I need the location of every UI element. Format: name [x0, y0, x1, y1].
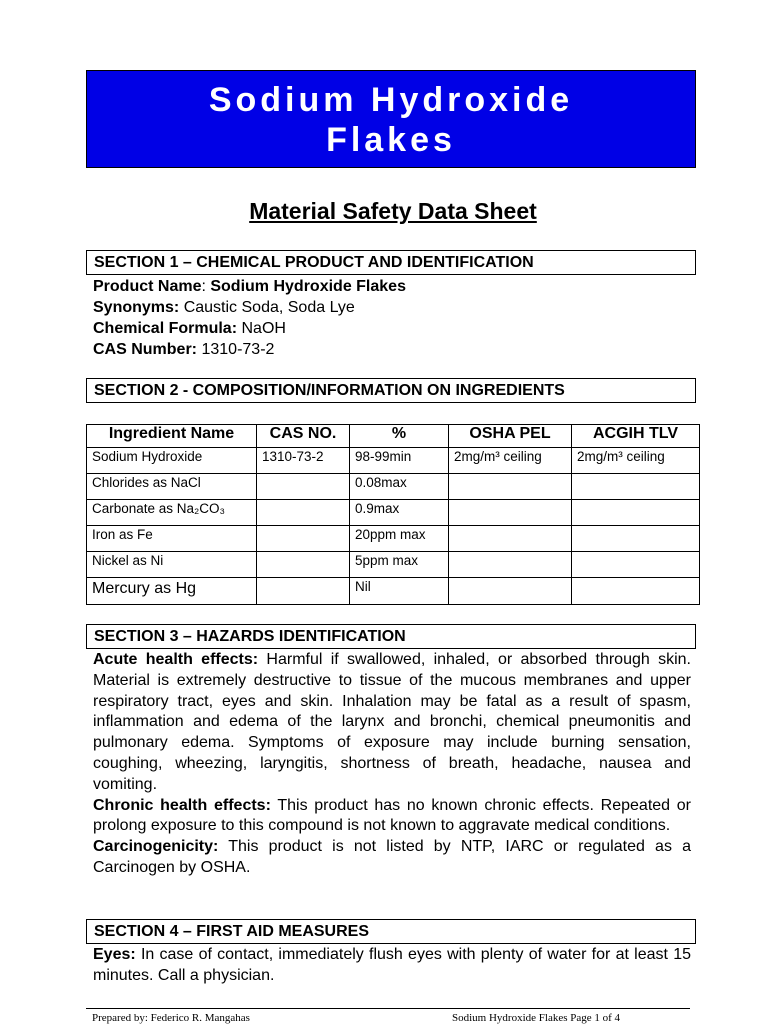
table-row [87, 500, 700, 526]
cell-ingredient: Sodium Hydroxide [87, 448, 257, 474]
cas-row [93, 339, 406, 360]
table-row [87, 448, 700, 474]
formula-label: Chemical Formula: [93, 320, 238, 337]
section1-heading: SECTION 1 – CHEMICAL PRODUCT AND IDENTIFICATION [86, 250, 696, 275]
cell-osha: 2mg/m³ ceiling [449, 448, 572, 474]
section1-fields [93, 276, 406, 360]
chronic-text: This product has no known chronic effects. Repeated or prolong exposure to this compound is not known to aggravate medical conditions. [93, 796, 692, 835]
cell-percent: Nil [350, 578, 449, 605]
product-name-row: Product Name: Sodium Hydroxide Flakes [93, 278, 406, 295]
cas-value: 1310-73-2 [201, 341, 275, 358]
cas-label: CAS Number: [93, 341, 198, 358]
document-heading: Material Safety Data Sheet [249, 198, 537, 224]
footer-rule [86, 1008, 690, 1009]
section4-heading: SECTION 4 – FIRST AID MEASURES [86, 919, 696, 944]
cell-cas [257, 578, 350, 605]
section2-heading: SECTION 2 - COMPOSITION/INFORMATION ON INGREDIENTS [86, 378, 696, 403]
cell-cas [257, 526, 350, 552]
cell-cas [257, 474, 350, 500]
cell-ingredient: Iron as Fe [87, 526, 257, 552]
cell-acgih [572, 500, 700, 526]
cell-percent: 98-99min [350, 448, 449, 474]
cell-acgih: 2mg/m³ ceiling [572, 448, 700, 474]
carcinogenicity-paragraph [93, 837, 691, 879]
col-header-osha: OSHA PEL [449, 425, 572, 448]
acute-effects-paragraph [93, 650, 691, 796]
cell-osha [449, 552, 572, 578]
col-header-cas: CAS NO. [257, 425, 350, 448]
cell-acgih [572, 526, 700, 552]
cell-cas: 1310-73-2 [257, 448, 350, 474]
ingredients-table [86, 424, 700, 605]
synonyms-row [93, 297, 406, 318]
formula-row [93, 318, 406, 339]
eyes-label: Eyes: [93, 946, 136, 963]
cell-acgih [572, 578, 700, 605]
eyes-text: In case of contact, immediately flush eyes with plenty of water for at least 15 minutes. Call a physician. [93, 946, 691, 984]
cell-osha [449, 474, 572, 500]
cell-acgih [572, 474, 700, 500]
acute-label: Acute health effects: [93, 651, 259, 668]
table-row [87, 578, 700, 605]
chronic-label: Chronic health effects: [93, 796, 271, 814]
title-line-1: Sodium Hydroxide [208, 81, 574, 119]
cell-ingredient: Chlorides as NaCl [87, 474, 257, 500]
table-row [87, 526, 700, 552]
section3-heading: SECTION 3 – HAZARDS IDENTIFICATION [86, 624, 696, 649]
footer-prepared-by: Prepared by: Federico R. Mangahas [92, 1012, 250, 1024]
cell-ingredient: Nickel as Ni [87, 552, 257, 578]
cell-acgih [572, 552, 700, 578]
cell-cas [257, 500, 350, 526]
table-row [87, 552, 700, 578]
table-header-row [87, 425, 700, 448]
title-banner [86, 70, 696, 168]
cell-osha [449, 526, 572, 552]
cell-percent: 20ppm max [350, 526, 449, 552]
title-line-2: Flakes [326, 121, 456, 159]
table-row [87, 474, 700, 500]
eyes-paragraph [93, 945, 691, 987]
chronic-effects-paragraph [93, 796, 691, 838]
col-header-acgih: ACGIH TLV [572, 425, 700, 448]
carcino-text: This product is not listed by NTP, IARC or regulated as a Carcinogen by OSHA. [93, 838, 692, 876]
col-header-ingredient: Ingredient Name [87, 425, 257, 448]
cell-osha [449, 578, 572, 605]
cell-cas [257, 552, 350, 578]
col-header-percent: % [350, 425, 449, 448]
section3-body [93, 650, 691, 879]
cell-ingredient: Carbonate as Na₂CO₃ [87, 500, 257, 526]
cell-percent: 0.08max [350, 474, 449, 500]
acute-text: Harmful if swallowed, inhaled, or absorbed through skin. Material is extremely destructive to tissue of the mucous membranes and upper respiratory tract, eyes and skin. Inhalation may be fatal as a result of spasm, inflammation and edema of the larynx and bronchi, chemical pneumonitis and pulmonary edema. Symptoms of exposure may include burning sensation, coughing, wheezing, laryngitis, shortness of breath, headache, nausea and vomiting. [93, 651, 691, 793]
cell-osha [449, 500, 572, 526]
footer-page-info: Sodium Hydroxide Flakes Page 1 of 4 [452, 1012, 621, 1024]
cell-percent: 0.9max [350, 500, 449, 526]
product-name-value: Sodium Hydroxide Flakes [210, 278, 406, 295]
cell-percent: 5ppm max [350, 552, 449, 578]
synonyms-value: Caustic Soda, Soda Lye [183, 299, 355, 316]
section4-body [93, 945, 691, 987]
carcino-label: Carcinogenicity: [93, 838, 219, 856]
cell-ingredient: Mercury as Hg [87, 578, 257, 605]
synonyms-label: Synonyms: [93, 299, 180, 316]
product-name-label: Product Name [93, 278, 202, 295]
formula-value: NaOH [241, 320, 286, 337]
